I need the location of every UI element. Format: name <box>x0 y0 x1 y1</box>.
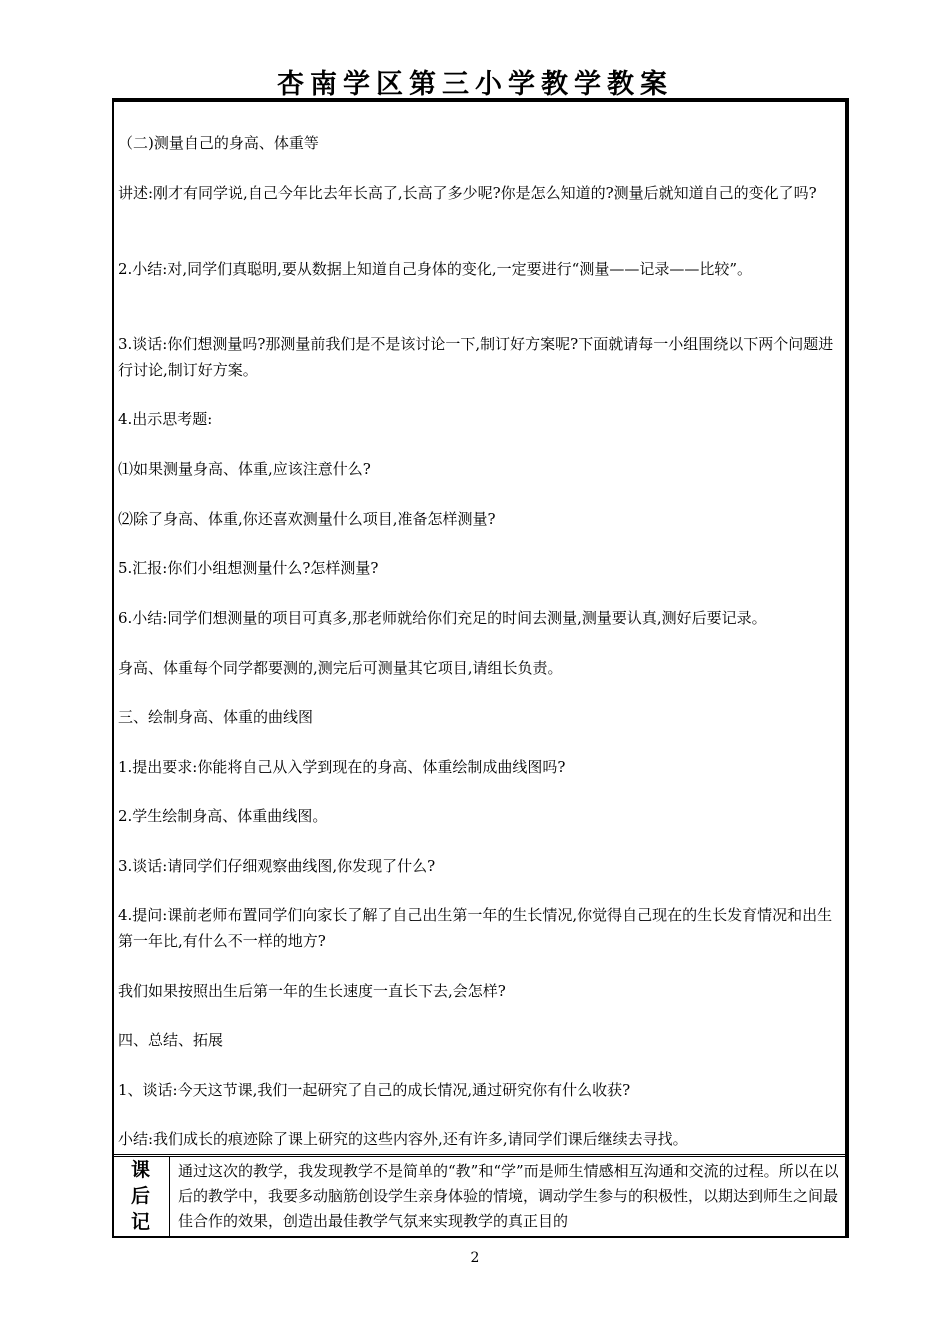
closing-summary: 小结:我们成长的痕迹除了课上研究的这些内容外,还有许多,请同学们课后继续去寻找。 <box>118 1130 688 1148</box>
observe-paragraph: 3.谈话:请同学们仔细观察曲线图,你发现了什么? <box>118 857 436 875</box>
after-class-label-char: 后 <box>130 1185 150 1207</box>
section-4-heading: 四、总结、拓展 <box>118 1031 224 1049</box>
after-class-label-char: 课 <box>130 1159 150 1181</box>
group-leader-paragraph: 身高、体重每个同学都要测的,测完后可测量其它项目,请组长负责。 <box>118 659 563 677</box>
talk-paragraph: 3.谈话:你们想测量吗?那测量前我们是不是该讨论一下,制订好方案呢?下面就请每一小组围绕以下两个问题进行讨论,制订好方案。 <box>118 335 834 379</box>
table-divider <box>112 1154 849 1157</box>
question-1: ⑴如果测量身高、体重,应该注意什么? <box>118 460 371 478</box>
closing-talk-paragraph: 1、谈话:今天这节课,我们一起研究了自己的成长情况,通过研究你有什么收获? <box>118 1081 631 1099</box>
page-title: 杏南学区第三小学教学教案 <box>277 69 673 100</box>
lecture-paragraph: 讲述:刚才有同学说,自己今年比去年长高了,长高了多少呢?你是怎么知道的?测量后就知道自己的变化了吗? <box>118 184 817 202</box>
summary-6-paragraph: 6.小结:同学们想测量的项目可真多,那老师就给你们充足的时间去测量,测量要认真,测好后要记录。 <box>118 609 767 627</box>
question-2: ⑵除了身高、体重,你还喜欢测量什么项目,准备怎样测量? <box>118 510 496 528</box>
growth-question: 我们如果按照出生后第一年的生长速度一直长下去,会怎样? <box>118 982 506 1000</box>
section-3-heading: 三、绘制身高、体重的曲线图 <box>118 708 314 726</box>
page-number: 2 <box>470 1250 480 1266</box>
drawing-paragraph: 2.学生绘制身高、体重曲线图。 <box>118 807 328 825</box>
summary-paragraph: 2.小结:对,同学们真聪明,要从数据上知道自己身体的变化,一定要进行“测量——记录——比较”。 <box>118 260 753 278</box>
section-measure-heading: （二)测量自己的身高、体重等 <box>118 134 319 152</box>
after-class-notes: 通过这次的教学，我发现教学不是简单的“教”和“学”而是师生情感相互沟通和交流的过程。所以在以后的教学中，我要多动脑筋创设学生亲身体验的情境，调动学生参与的积极性，以期达到师生之间最佳合作的效果，创造出最佳教学气氛来实现教学的真正目的 <box>178 1162 839 1230</box>
after-class-label <box>112 1157 170 1238</box>
report-paragraph: 5.汇报:你们小组想测量什么?怎样测量? <box>118 559 379 577</box>
after-class-label-char: 记 <box>130 1211 150 1233</box>
question-heading: 4.出示思考题: <box>118 410 213 428</box>
ask-paragraph: 4.提问:课前老师布置同学们向家长了解了自己出生第一年的生长情况,你觉得自己现在的生长发育情况和出生第一年比,有什么不一样的地方? <box>118 906 833 950</box>
requirement-paragraph: 1.提出要求:你能将自己从入学到现在的身高、体重绘制成曲线图吗? <box>118 758 566 776</box>
